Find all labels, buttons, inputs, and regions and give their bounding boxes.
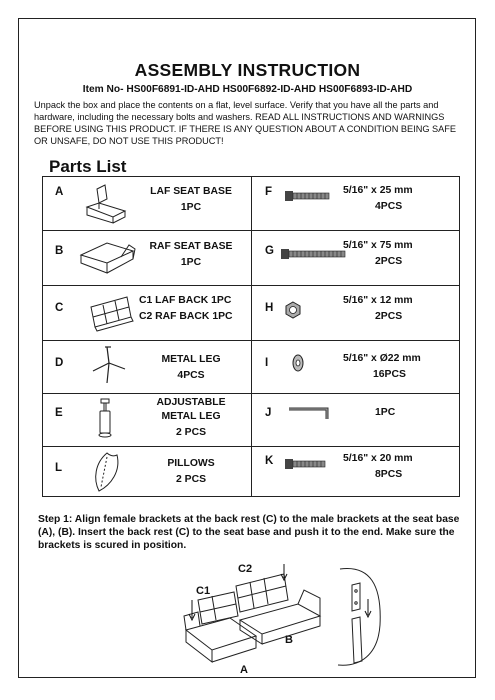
- label-c1: C1: [196, 585, 211, 597]
- washer-icon: [291, 353, 305, 373]
- sofa-assembly-diagram: [170, 560, 340, 680]
- part-size: 5/16" x 12 mm: [343, 295, 413, 306]
- part-qty: 2 PCS: [175, 427, 207, 438]
- part-qty: 2PCS: [375, 311, 403, 322]
- part-letter: D: [55, 357, 64, 369]
- bolt-icon: [283, 457, 329, 471]
- part-size: 5/16" x 75 mm: [343, 240, 413, 251]
- label-a: A: [240, 664, 248, 676]
- allen-key-icon: [287, 403, 337, 423]
- part-name: LAF SEAT BASE: [150, 186, 232, 197]
- label-c2: C2: [238, 563, 253, 575]
- bolt-icon: [283, 189, 333, 203]
- row-line: [43, 285, 459, 286]
- row-line: [43, 393, 459, 394]
- part-name-2: METAL LEG: [161, 411, 221, 422]
- row-line: [43, 340, 459, 341]
- part-size: 5/16" x Ø22 mm: [343, 353, 421, 364]
- row-line: [43, 446, 459, 447]
- parts-table: [42, 176, 460, 497]
- part-qty: 4PCS: [177, 370, 205, 381]
- metal-leg-icon: [85, 343, 131, 389]
- nut-icon: [283, 300, 303, 320]
- part-qty: 1PC: [180, 257, 202, 268]
- part-letter: C: [55, 302, 64, 314]
- step-1-text: Step 1: Align female brackets at the back rest (C) to the male brackets at the seat base (A), (B). Insert the back rest (C) to the seat base and push it to the end. Make sure the brackets is scured in position.: [38, 514, 460, 551]
- part-letter: J: [265, 407, 272, 419]
- part-name: PILLOWS: [167, 458, 215, 469]
- part-size: 5/16" x 25 mm: [343, 185, 413, 196]
- adjustable-leg-icon: [91, 397, 121, 443]
- label-b: B: [285, 634, 293, 646]
- part-letter: H: [265, 302, 274, 314]
- part-letter: F: [265, 186, 273, 198]
- row-line: [43, 230, 459, 231]
- table-divider: [251, 177, 252, 496]
- part-qty: 2PCS: [375, 256, 403, 267]
- part-name: METAL LEG: [161, 354, 221, 365]
- part-qty: 1PC: [180, 202, 202, 213]
- part-letter: L: [55, 462, 63, 474]
- part-name: RAF SEAT BASE: [149, 241, 233, 252]
- part-letter: K: [265, 455, 274, 467]
- bracket-detail-icon: [330, 565, 390, 670]
- part-name: C1 LAF BACK 1PC: [139, 295, 232, 306]
- part-letter: I: [265, 357, 269, 369]
- part-qty: 16PCS: [373, 369, 406, 380]
- part-size: 5/16" x 20 mm: [343, 453, 413, 464]
- pillow-icon: [87, 449, 127, 495]
- part-qty: 2 PCS: [175, 474, 207, 485]
- part-name: ADJUSTABLE: [156, 397, 226, 408]
- parts-list-title: Parts List: [49, 157, 127, 176]
- back-rest-icon: [81, 291, 141, 335]
- part-qty: 1PC: [375, 407, 396, 418]
- part-qty: 4PCS: [375, 201, 403, 212]
- part-letter: B: [55, 245, 64, 257]
- part-letter: E: [55, 407, 63, 419]
- raf-seat-base-icon: [77, 235, 141, 281]
- part-letter: A: [55, 186, 64, 198]
- long-bolt-icon: [279, 247, 349, 261]
- part-qty: 8PCS: [375, 469, 403, 480]
- laf-seat-base-icon: [79, 179, 139, 225]
- part-letter: G: [265, 245, 274, 257]
- part-name-2: C2 RAF BACK 1PC: [139, 311, 233, 322]
- intro-text: Unpack the box and place the contents on a flat, level surface. Verify that you have all the parts and hardware, including the necessary bolts and washers. READ ALL INSTRUCTIONS AND WARNINGS BEFORE USING THIS PRODUCT. IF THERE IS ANY QUESTION ABOUT A CONDITION BEING SAFE OR UNSAFE, DO NOT USE THIS PRODUCT!: [34, 100, 457, 146]
- item-number: Item No- HS00F6891-ID-AHD HS00F6892-ID-AHD HS00F6893-ID-AHD: [82, 84, 413, 95]
- page-title: ASSEMBLY INSTRUCTION: [134, 60, 361, 80]
